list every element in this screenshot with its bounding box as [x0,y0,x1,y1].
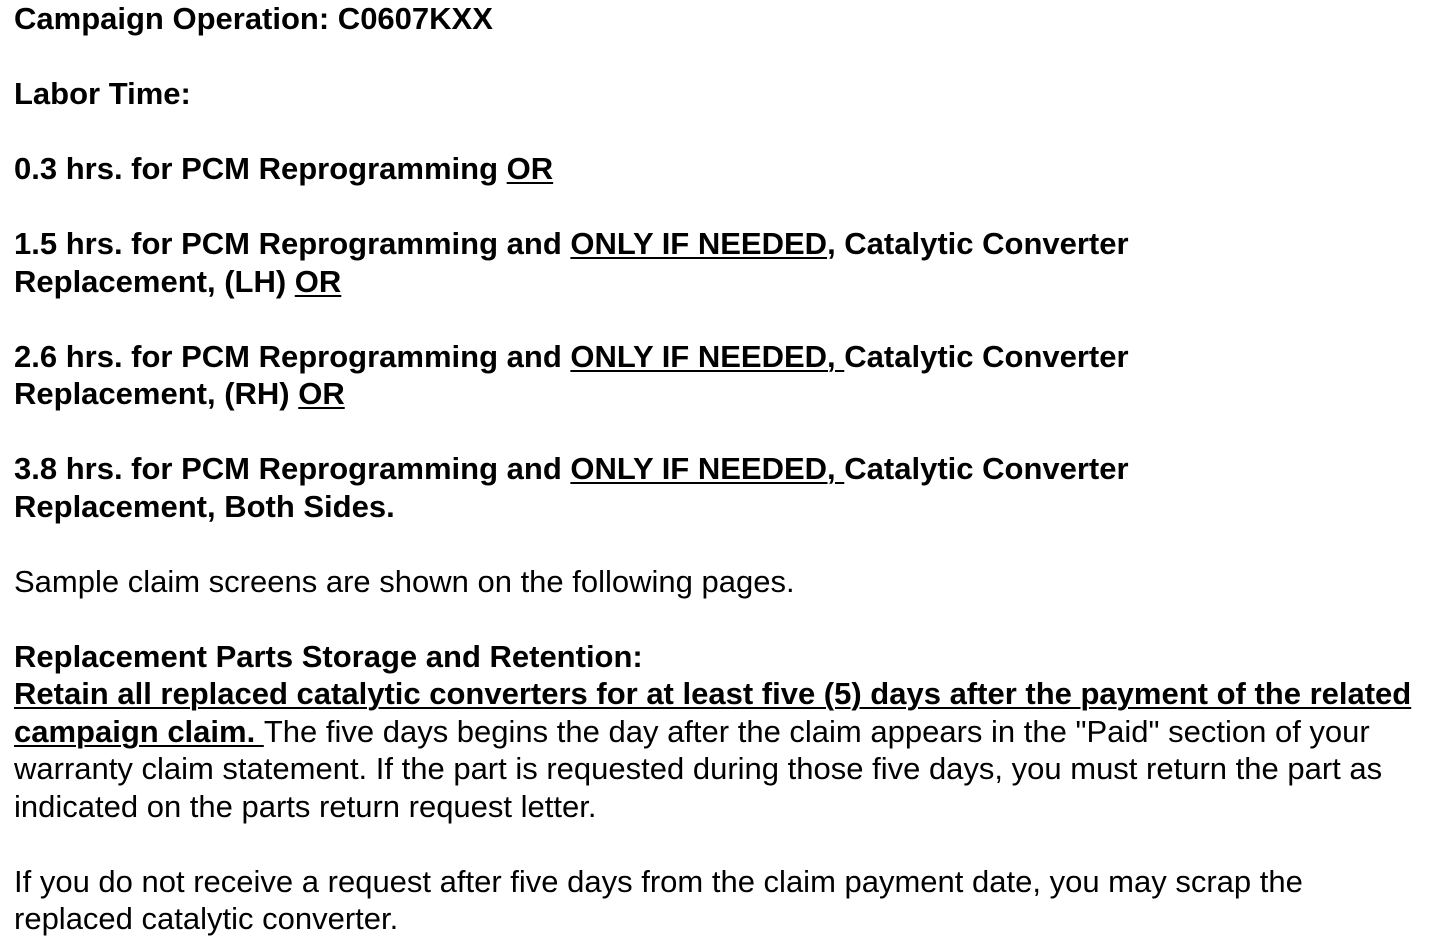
spacer [14,825,1424,863]
storage-retention-detail: The five days begins the day after the claim appears in the "Paid" section of your warranty claim statement. If the part is requested during those five days, you must return the part as indicated on the parts return request letter. [14,713,1383,824]
labor-time-heading: Labor Time: [14,76,191,111]
labor-option-3-8-hrs [14,450,1424,525]
labor-option-0-3-hrs [14,150,1424,188]
labor-option-condition: ONLY IF NEEDED [570,226,828,261]
labor-option-lead: 3.8 hrs. for PCM Reprogramming and [14,451,571,486]
labor-option-tail: Catalytic Converter [844,338,1129,374]
spacer [14,600,1424,638]
labor-option-line2: Replacement, Both Sides. [14,488,395,524]
storage-retention-paragraph [14,675,1424,825]
labor-option-line2: Replacement, (RH) [14,376,299,411]
storage-retention-emphasis: Retain all replaced catalytic converters for at least five (5) days after the payment of the related campaign claim. [14,676,1412,749]
spacer [14,113,1424,151]
labor-option-lead: 2.6 hrs. for PCM Reprogramming and [14,338,571,374]
labor-option-condition: ONLY IF NEEDED, [570,338,845,374]
spacer [14,188,1424,226]
scrap-instructions: If you do not receive a request after five days from the claim payment date, you may scrap the replaced catalytic converter. [14,863,1303,936]
spacer [14,413,1424,451]
storage-retention-heading: Replacement Parts Storage and Retention: [14,638,643,674]
labor-option-or-connector: OR [506,151,554,186]
sample-claim-note: Sample claim screens are shown on the following pages. [14,563,795,599]
campaign-operation-title: Campaign Operation: C0607KXX [14,1,493,36]
spacer [14,300,1424,338]
spacer [14,38,1424,76]
labor-option-2-6-hrs [14,338,1424,413]
labor-option-or-connector: OR [298,376,345,411]
labor-option-line2: Replacement, (LH) [14,263,295,299]
labor-option-or-connector: OR [294,263,342,299]
labor-option-tail: , Catalytic Converter [827,226,1129,261]
labor-option-condition: ONLY IF NEEDED, [570,451,845,486]
labor-option-1-5-hrs [14,225,1424,300]
labor-option-lead: 1.5 hrs. for PCM Reprogramming and [14,226,571,261]
labor-option-tail: Catalytic Converter [844,451,1129,486]
spacer [14,525,1424,563]
document-page [14,0,1424,938]
labor-option-lead: 0.3 hrs. for PCM Reprogramming [14,151,507,186]
